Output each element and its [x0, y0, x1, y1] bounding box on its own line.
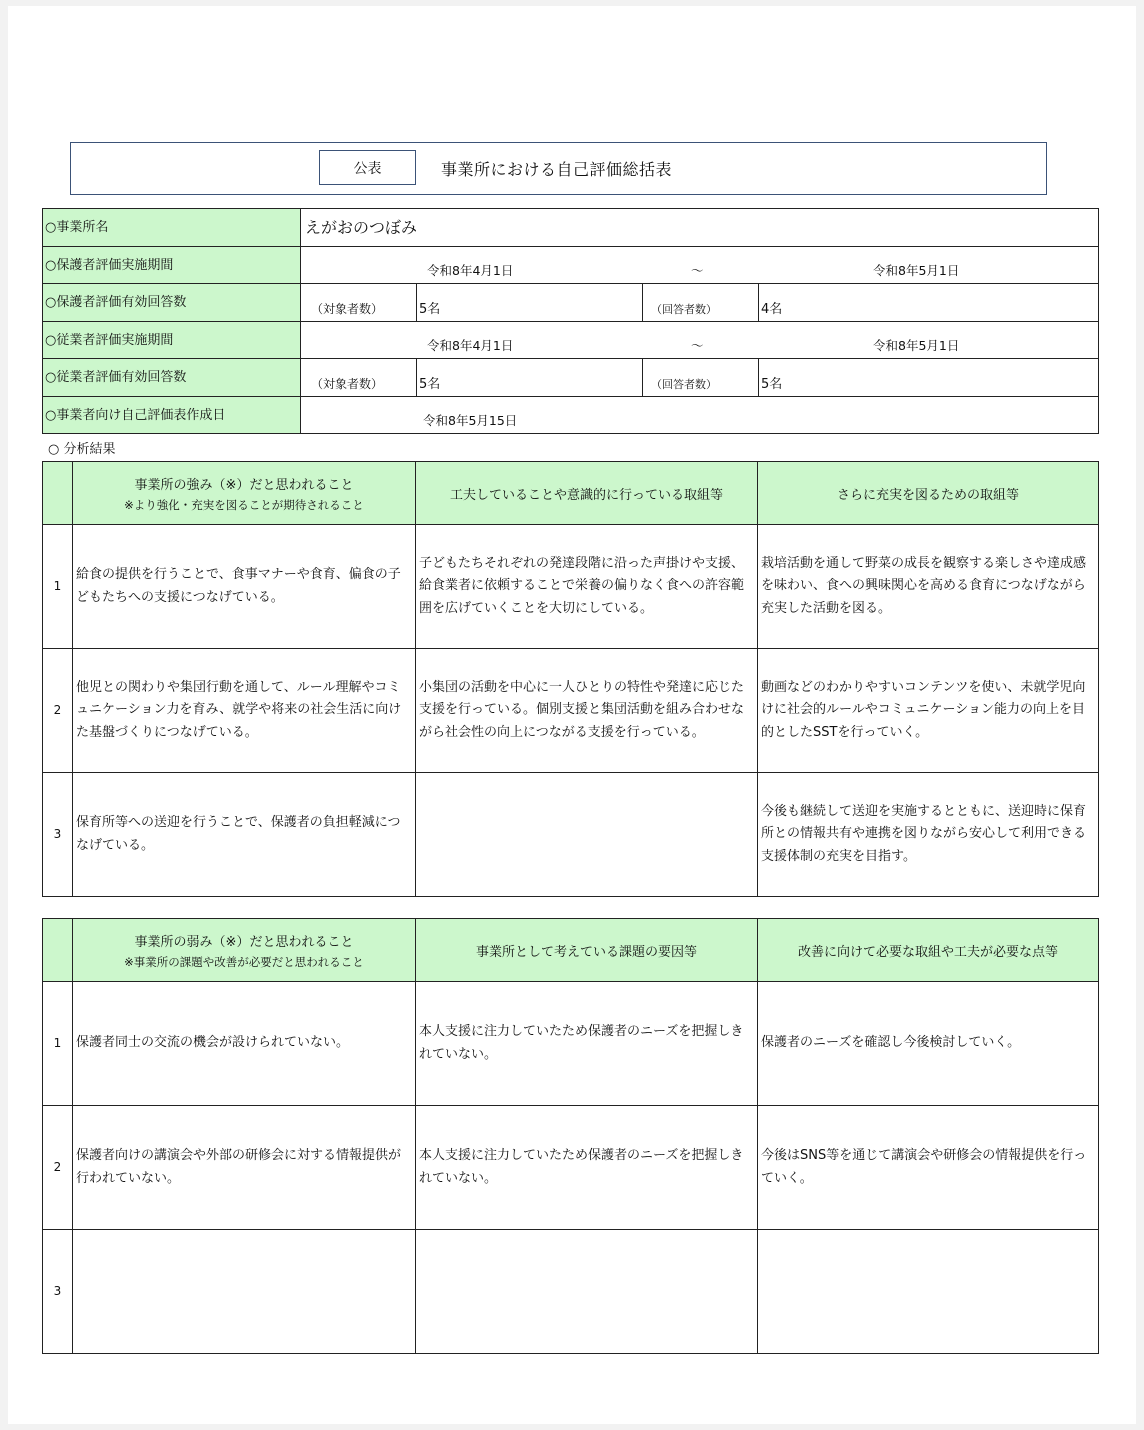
staff-answer-value: 5名 [759, 359, 1099, 397]
document-page [8, 6, 1136, 1424]
row-number: 3 [43, 1230, 73, 1354]
office-name-row [43, 209, 1099, 247]
weaknesses-header-num [43, 919, 73, 982]
guardian-period-value [301, 246, 1099, 284]
staff-answer-label: （回答者数） [643, 359, 759, 397]
row-number: 1 [43, 525, 73, 649]
weakness-cell: 保護者向けの講演会や外部の研修会に対する情報提供が行われていない。 [73, 1106, 416, 1230]
enhancement-cell: 今後も継続して送迎を実施するとともに、送迎時に保育所との情報共有や連携を図りながら安心して利用できる支援体制の充実を目指す。 [758, 773, 1099, 897]
guardian-target-value: 5名 [417, 284, 643, 322]
guardian-period-tilde: ～ [691, 263, 704, 278]
enhancement-cell: 栽培活動を通して野菜の成長を観察する楽しさや達成感を味わい、食への興味関心を高める食育につなげながら充実した活動を図る。 [758, 525, 1099, 649]
created-date-cell [301, 396, 1099, 434]
weaknesses-header-col3: 改善に向けて必要な取組や工夫が必要な点等 [758, 919, 1099, 982]
approach-cell: 小集団の活動を中心に一人ひとりの特性や発達に応じた支援を行っている。個別支援と集団活動を組み合わせながら社会性の向上につながる支援を行っている。 [416, 649, 758, 773]
guardian-period-start: 令和8年4月1日 [427, 263, 514, 278]
staff-target-value: 5名 [417, 359, 643, 397]
guardian-answer-label: （回答者数） [643, 284, 759, 322]
weaknesses-header-col1 [73, 919, 416, 982]
weaknesses-row [43, 1230, 1099, 1354]
staff-period-tilde: ～ [691, 338, 704, 353]
cause-cell: 本人支援に注力していたため保護者のニーズを把握しきれていない。 [416, 1106, 758, 1230]
weaknesses-header-col1-note: ※事業所の課題や改善が必要だと思われること [124, 954, 364, 969]
strengths-header-col2: 工夫していることや意識的に行っている取組等 [416, 462, 758, 525]
weaknesses-header-col2: 事業所として考えている課題の要因等 [416, 919, 758, 982]
staff-target-label: （対象者数） [301, 359, 417, 397]
strengths-table [42, 461, 1099, 897]
document-title: 事業所における自己評価総括表 [441, 160, 673, 179]
guardian-answer-value: 4名 [759, 284, 1099, 322]
weaknesses-row [43, 982, 1099, 1106]
strengths-header-col3: さらに充実を図るための取組等 [758, 462, 1099, 525]
strengths-header-col1-note: ※より強化・充実を図ることが期待されること [124, 497, 364, 512]
weakness-cell: 保護者同士の交流の機会が設けられていない。 [73, 982, 416, 1106]
improvement-cell: 今後はSNS等を通じて講演会や研修会の情報提供を行っていく。 [758, 1106, 1099, 1230]
created-date-label: ○事業者向け自己評価表作成日 [43, 396, 301, 434]
approach-cell: 子どもたちそれぞれの発達段階に沿った声掛けや支援、給食業者に依頼することで栄養の偏りなく食への許容範囲を広げていくことを大切にしている。 [416, 525, 758, 649]
improvement-cell [758, 1230, 1099, 1354]
guardian-period-label: ○保護者評価実施期間 [43, 246, 301, 284]
strengths-header-num [43, 462, 73, 525]
enhancement-cell: 動画などのわかりやすいコンテンツを使い、未就学児向けに社会的ルールやコミュニケーション能力の向上を目的としたSSTを行っていく。 [758, 649, 1099, 773]
strengths-header-col1 [73, 462, 416, 525]
guardian-period-end: 令和8年5月1日 [873, 263, 960, 278]
weaknesses-table [42, 918, 1099, 1354]
staff-period-label: ○従業者評価実施期間 [43, 321, 301, 359]
improvement-cell: 保護者のニーズを確認し今後検討していく。 [758, 982, 1099, 1106]
created-date-row [43, 396, 1099, 434]
cause-cell [416, 1230, 758, 1354]
office-name-label: ○事業所名 [43, 209, 301, 247]
strength-cell: 他児との関わりや集団行動を通して、ルール理解やコミュニケーション力を育み、就学や将来の社会生活に向けた基盤づくりにつなげている。 [73, 649, 416, 773]
staff-period-row [43, 321, 1099, 359]
strengths-row [43, 773, 1099, 897]
row-number: 2 [43, 649, 73, 773]
strength-cell: 保育所等への送迎を行うことで、保護者の負担軽減につなげている。 [73, 773, 416, 897]
row-number: 1 [43, 982, 73, 1106]
guardian-target-label: （対象者数） [301, 284, 417, 322]
weakness-cell [73, 1230, 416, 1354]
weaknesses-header-col1-title: 事業所の弱み（※）だと思われること [134, 934, 354, 950]
title-box [70, 142, 1047, 195]
guardian-response-label: ○保護者評価有効回答数 [43, 284, 301, 322]
strengths-header-row [43, 462, 1099, 525]
approach-cell [416, 773, 758, 897]
strengths-header-col1-title: 事業所の強み（※）だと思われること [134, 477, 354, 493]
row-number: 2 [43, 1106, 73, 1230]
strengths-row [43, 525, 1099, 649]
weaknesses-header-row [43, 919, 1099, 982]
staff-period-end: 令和8年5月1日 [873, 338, 960, 353]
strength-cell: 給食の提供を行うことで、食事マナーや食育、偏食の子どもたちへの支援につなげている。 [73, 525, 416, 649]
public-badge: 公表 [319, 150, 416, 185]
staff-response-label: ○従業者評価有効回答数 [43, 359, 301, 397]
guardian-response-row [43, 284, 1099, 322]
strengths-row [43, 649, 1099, 773]
created-date-value: 令和8年5月15日 [423, 413, 518, 428]
analysis-section-label: ○ 分析結果 [48, 442, 116, 457]
guardian-period-row [43, 246, 1099, 284]
info-table [42, 208, 1099, 434]
staff-response-row [43, 359, 1099, 397]
weaknesses-row [43, 1106, 1099, 1230]
cause-cell: 本人支援に注力していたため保護者のニーズを把握しきれていない。 [416, 982, 758, 1106]
row-number: 3 [43, 773, 73, 897]
staff-period-start: 令和8年4月1日 [427, 338, 514, 353]
office-name-value: えがおのつぼみ [301, 209, 1099, 247]
staff-period-value [301, 321, 1099, 359]
